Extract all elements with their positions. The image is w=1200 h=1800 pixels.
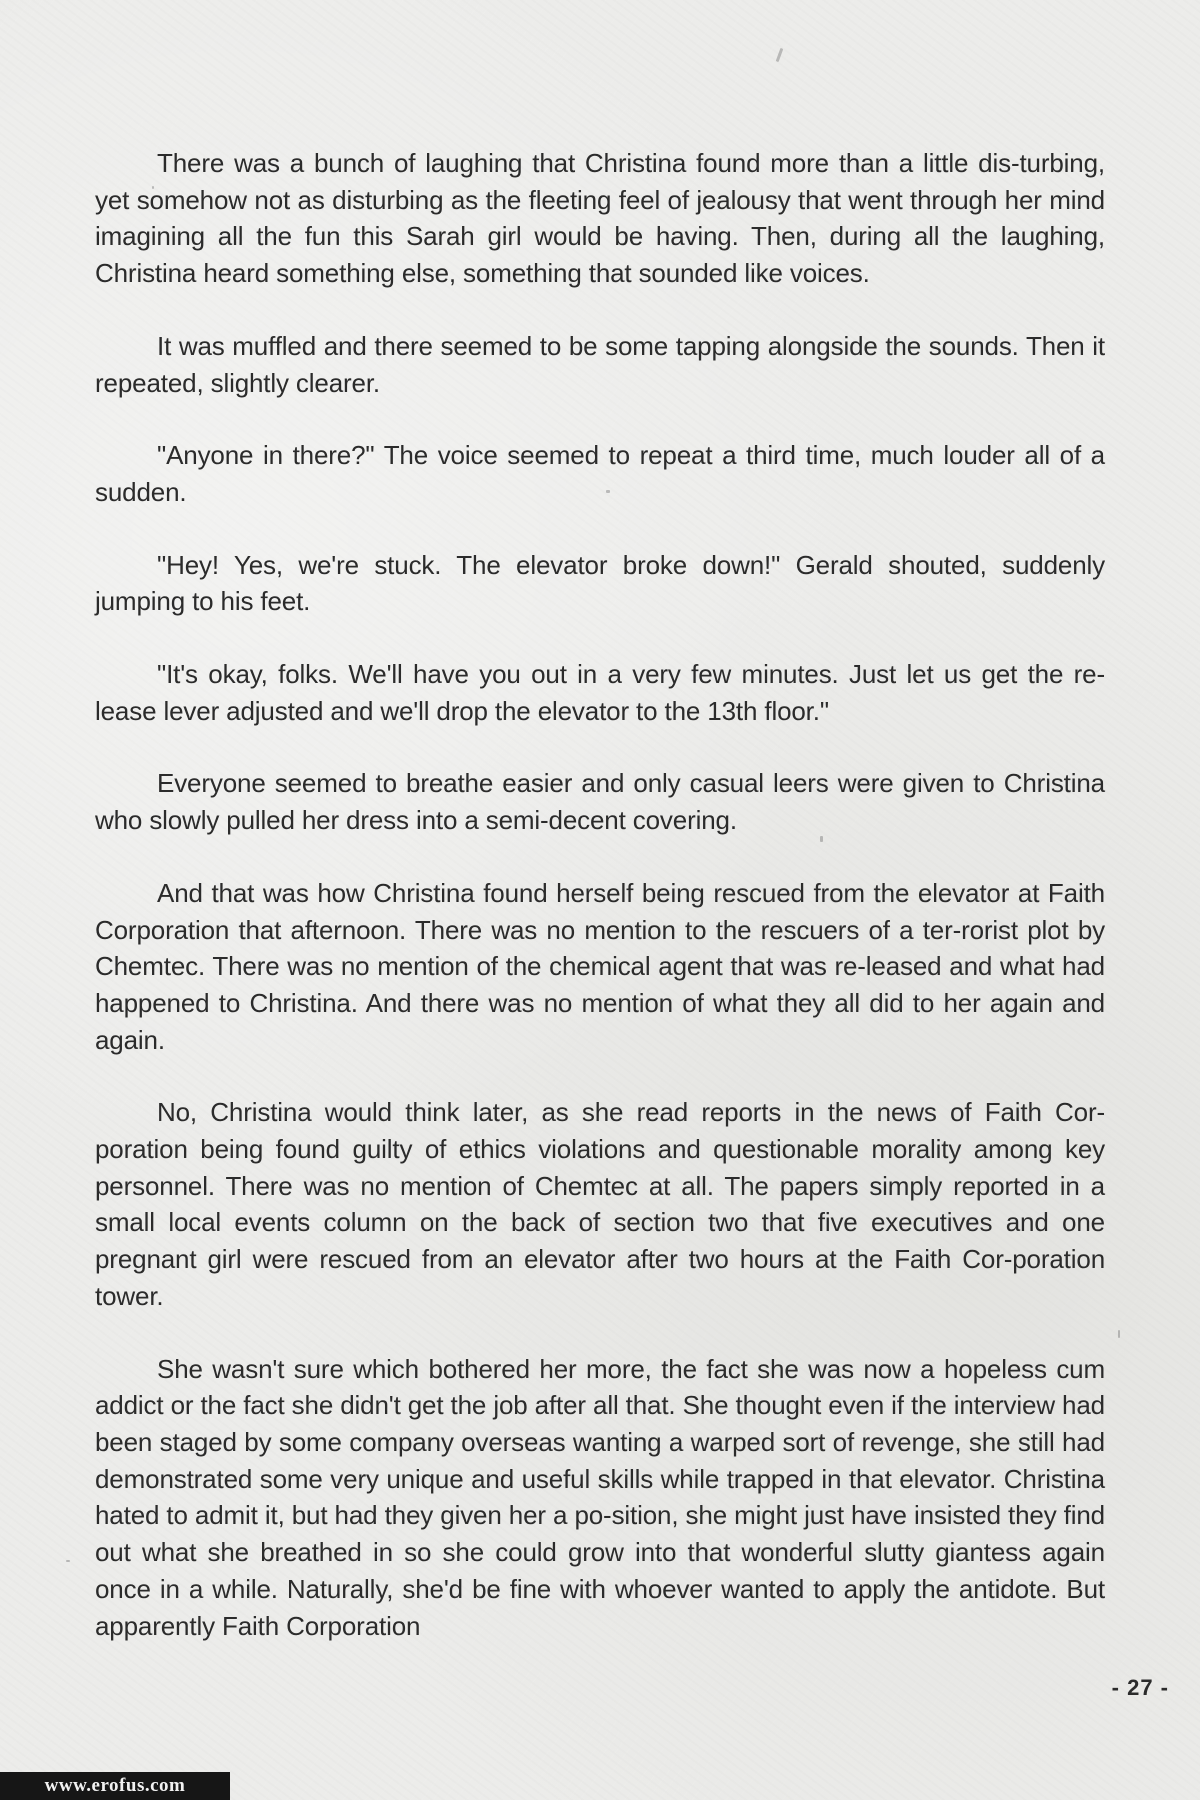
paragraph: There was a bunch of laughing that Christina found more than a little dis-turbing, yet somehow not as disturbing as the fleeting feel of jealousy that went through her mind imagining all the fun this Sarah girl would be having. Then, during all the laughing, Christina heard something else, something that sounded like voices. <box>95 148 1105 289</box>
paragraph: Everyone seemed to breathe easier and only casual leers were given to Christina who slowly pulled her dress into a semi-decent covering. <box>95 768 1105 836</box>
page-number: - 27 - <box>1111 1675 1169 1700</box>
paragraph: "Hey! Yes, we're stuck. The elevator broke down!" Gerald shouted, suddenly jumping to his feet. <box>95 549 1105 617</box>
paragraph: "Anyone in there?" The voice seemed to repeat a third time, much louder all of a sudden. <box>95 440 1105 507</box>
paper-fleck <box>66 1560 70 1562</box>
paragraph: She wasn't sure which bothered her more, the fact she was now a hopeless cum addict or the fact she didn't get the job after all that. She thought even if the interview had been staged by some company overseas wanting a warped sort of revenge, she still had demonstrated some very unique and useful skills while trapped in that elevator. Christina hated to admit it, but had they given her a po-sition, she might just have insisted they find out what she breathed in so she could grow into that wonderful slutty giantess again once in a while. Naturally, she'd be fine with whoever wanted to apply the antidote. But apparently Faith Corporation <box>95 1353 1105 1641</box>
paper-fleck <box>1118 1330 1120 1338</box>
paragraph: And that was how Christina found herself being rescued from the elevator at Faith Corporation that afternoon. There was no mention to the rescuers of a ter-rorist plot by Chemtec. There was no mention of the chemical agent that was re-leased and what had happened to Christina. And there was no mention of what they all did to her again and again. <box>95 877 1105 1055</box>
paper-fleck <box>776 48 784 62</box>
watermark: www.erofus.com <box>0 1772 230 1800</box>
body-text <box>95 145 1105 1680</box>
paragraph: "It's okay, folks. We'll have you out in a very few minutes. Just let us get the re-lease lever adjusted and we'll drop the elevator to the 13th floor." <box>95 659 1105 726</box>
paragraph: No, Christina would think later, as she read reports in the news of Faith Cor-poration being found guilty of ethics violations and questionable morality among key personnel. There was no mention of Chemtec at all. The papers simply reported in a small local events column on the back of section two that five executives and one pregnant girl were rescued from an elevator after two hours at the Faith Cor-poration tower. <box>95 1097 1105 1311</box>
paragraph: It was muffled and there seemed to be some tapping alongside the sounds. Then it repeated, slightly clearer. <box>95 330 1105 398</box>
